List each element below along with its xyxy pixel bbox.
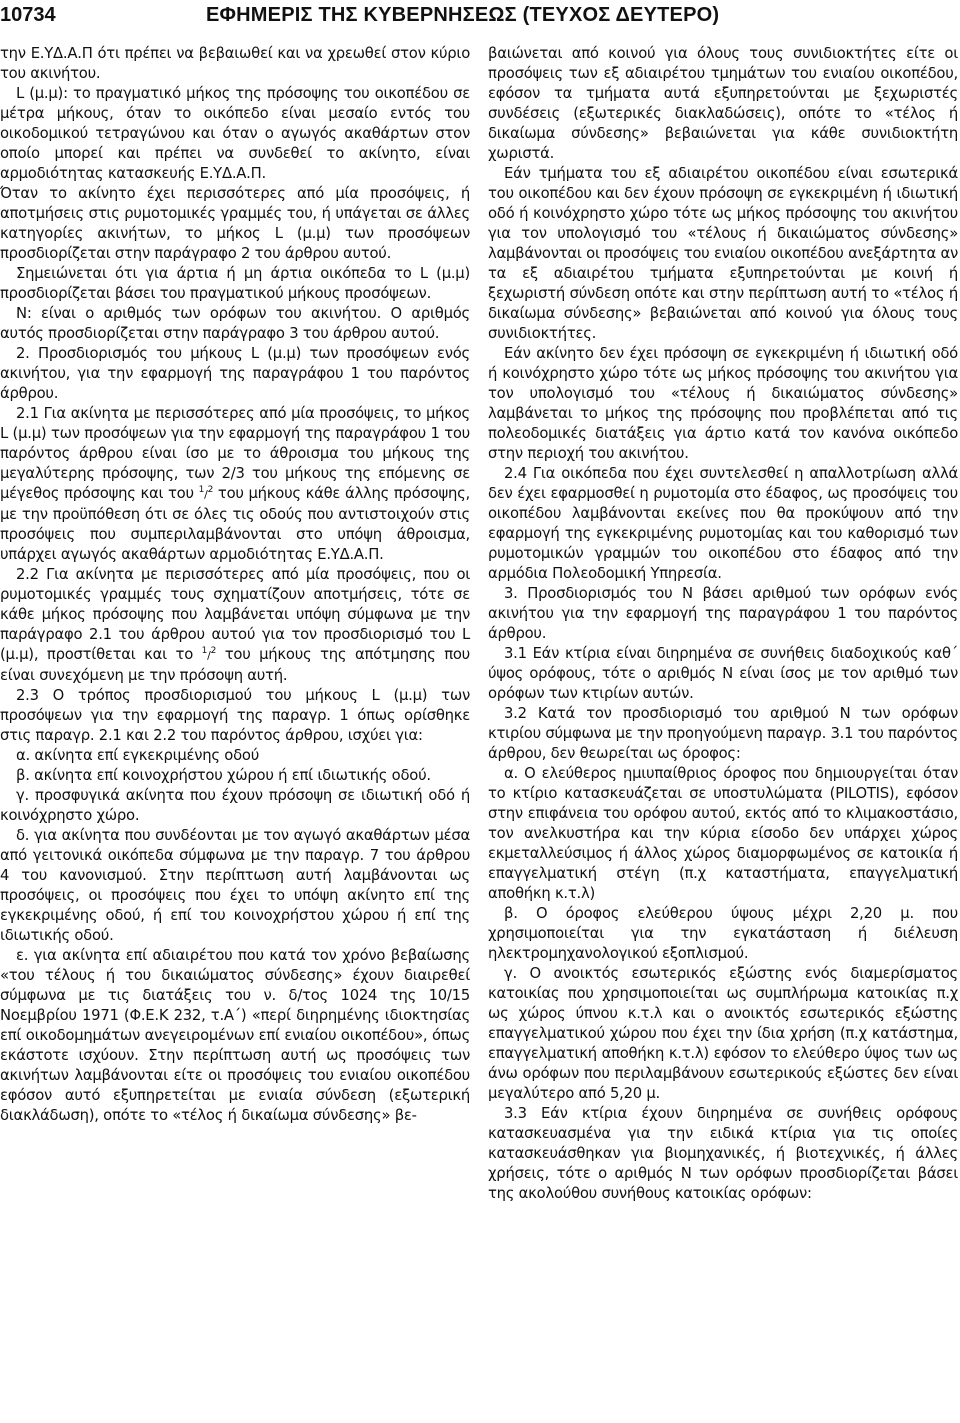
fraction-numerator: 1 xyxy=(201,646,208,657)
list-item: α. ακίνητα επί εγκεκριμένης οδού xyxy=(16,747,260,764)
list-item: β. ακίνητα επί κοινοχρήστου χώρου ή επί ιδιωτικής οδού. xyxy=(16,767,431,784)
paragraph: 2.4 Για οικόπεδα που έχει συντελεσθεί η απαλλοτρίωση αλλά δεν έχει εφαρμοσθεί η ρυμοτομία στο έδαφος, ως προσόψεις του οικοπέδου λαμβάνονται εκείνες που θα προκύψουν από την εφαρμογή της εγκεκριμένης ρυμοτομίας και του καθορισμό των ρυμοτομικών γραμμών του οικοπέδου στο έδαφος από την αρμόδια Πολεοδομική Υπηρεσία. xyxy=(488,465,958,582)
paragraph: 3.2 Κατά τον προσδιορισμό του αριθμού Ν των ορόφων κτιρίου σύμφωνα με την προηγούμενη παραγρ. 3.1 του παρόντος άρθρου, δεν θεωρείται ως όροφος: xyxy=(488,705,958,762)
paragraph xyxy=(0,565,470,686)
paragraph: 2.3 Ο τρόπος προσδιορισμού του μήκους L (μ.μ) των προσόψεων για την εφαρμογή της παραγρ. 1 όπως ορίσθηκε στις παραγρ. 2.1 και 2.2 του παρόντος άρθρου, ισχύει για: xyxy=(0,687,470,744)
paragraph-text: 2.1 Για ακίνητα με περισσότερες από μία προσόψεις, το μήκος L (μ.μ) των προσόψεων για την εφαρμογή της παραγράφου 1 του παρόντος άρθρου είναι ίσο με το άθροισμα του μήκους της μεγαλύτερης πρόσοψης, των 2/3 του μήκους της επόμενης σε μέγεθος πρόσοψης και του xyxy=(0,405,470,502)
paragraph xyxy=(0,404,470,565)
journal-title: ΕΦΗΜΕΡΙΣ ΤΗΣ ΚΥΒΕΡΝΗΣΕΩΣ (ΤΕΥΧΟΣ ΔΕΥΤΕΡΟ) xyxy=(206,4,720,26)
paragraph: Όταν το ακίνητο έχει περισσότερες από μία προσόψεις, ή αποτμήσεις στις ρυμοτομικές γραμμές του, ή υπάγεται σε άλλες κατηγορίες ακινήτων, το μήκος L (μ.μ) των προσόψεων προσδιορίζεται στην παράγραφο 2 του άρθρου αυτού. xyxy=(0,185,470,262)
right-column xyxy=(488,44,958,1204)
paragraph-text: του μήκους κάθε άλλης πρόσοψης, με την προϋπόθεση ότι σε όλες τις οδούς που αντιστοιχούν στις προσόψεις που συμπεριλαμβάνονται στο υπόψη άθροισμα, υπάρχει αγωγός ακαθάρτων αρμοδιότητας Ε.ΥΔ.Α.Π. xyxy=(0,485,470,563)
paragraph: Σημειώνεται ότι για άρτια ή μη άρτια οικόπεδα το L (μ.μ) προσδιορίζεται βάσει του πραγματικού μήκους προσόψεων. xyxy=(0,265,470,302)
list-item: ε. για ακίνητα επί αδιαιρέτου που κατά τον χρόνο βεβαίωσης «του τέλους ή του δικαιώματος σύνδεσης» έχουν διαιρεθεί σύμφωνα με τις διατάξεις του ν. δ/τος 1024 της 10/15 Νοεμβρίου 1971 (Φ.Ε.Κ 232, τ.Α΄) «περί διηρημένης ιδιοκτησίας επί οικοδομημάτων ανεγειρομένων επί ενιαίου οικοπέδου», όπως εκάστοτε ισχύουν. Στην περίπτωση αυτή ως προσόψεις των ακινήτων λαμβάνονται είτε οι προσόψεις του ενιαίου οικοπέδου εφόσον αυτό εξυπηρετείται με ενιαία σύνδεση (εξωτερική διακλάδωση), οπότε το «τέλος ή δικαίωμα σύνδεσης» βε- xyxy=(0,947,470,1124)
paragraph: 3.1 Εάν κτίρια είναι διηρημένα σε συνήθεις διαδοχικούς καθ΄ ύψος ορόφους, τότε ο αριθμός Ν είναι ίσος με τον αριθμό των ορόφων των κτιρίων αυτών. xyxy=(488,645,958,702)
fraction-denominator: 2 xyxy=(210,646,217,657)
paragraph-text: 2.2 Για ακίνητα με περισσότερες από μία προσόψεις, που οι ρυμοτομικές γραμμές τους σχηματίζουν αποτμήσεις, τότε σε κάθε μήκος πρόσοψης που λαμβάνεται υπόψη σύμφωνα με την παράγραφο 2.1 του άρθρου αυτού για τον προσδιορισμό του L (μ.μ), προστίθεται και το xyxy=(0,566,470,663)
left-column xyxy=(0,44,470,1126)
fraction-denominator: 2 xyxy=(207,485,214,496)
paragraph: βαιώνεται από κοινού για όλους τους συνιδιοκτήτες είτε οι προσόψεις των εξ αδιαιρέτου τμημάτων του ενιαίου οικοπέδου, εφόσον τα τμήματα αυτά εξυπηρετούνται με ξεχωριστές συνδέσεις (εξωτερικές διακλαδώσεις), οπότε το «τέλος ή δικαίωμα σύνδεσης» βεβαιώνεται για κάθε συνιδιοκτήτη χωριστά. xyxy=(488,45,958,162)
paragraph: Ν: είναι ο αριθμός των ορόφων του ακινήτου. Ο αριθμός αυτός προσδιορίζεται στην παράγραφο 3 του άρθρου αυτού. xyxy=(0,305,470,342)
page-header xyxy=(0,0,960,40)
fraction-slash: / xyxy=(207,649,211,662)
page-number: 10734 xyxy=(0,4,56,26)
list-item: α. Ο ελεύθερος ημιυπαίθριος όροφος που δημιουργείται όταν το κτίριο κατασκευάζεται σε υποστυλώματα (PILOTIS), εφόσον στην επιφάνεια του ορόφου αυτού, εκτός από το κλιμακοστάσιο, τον ανελκυστήρα και την κύρια είσοδο δεν υπάρχει χώρος εκμεταλλεύσιμος ή άλλος χώρος διαμορφωμένος σε κατοικία ή επαγγελματική στέγη (π.χ καταστήματα, επαγγελματική αποθήκη κ.τ.λ) xyxy=(488,765,958,902)
paragraph: L (μ.μ): το πραγματικό μήκος της πρόσοψης του οικοπέδου σε μέτρα μήκους, όταν το οικόπεδο είναι μεσαίο εντός του οικοδομικού τετραγώνου και όταν ο αγωγός ακαθάρτων στον οποίο μπορεί και πρέπει να συνδεθεί το ακίνητο, είναι αρμοδιότητας κατασκευής Ε.ΥΔ.Α.Π. xyxy=(0,85,470,182)
paragraph: 3. Προσδιορισμός του Ν βάσει αριθμού των ορόφων ενός ακινήτου για την εφαρμογή της παραγράφου 1 του παρόντος άρθρου. xyxy=(488,585,958,642)
paragraph: Εάν τμήματα του εξ αδιαιρέτου οικοπέδου είναι εσωτερικά του οικοπέδου και δεν έχουν πρόσοψη σε εγκεκριμένη ή ιδιωτική οδό ή κοινόχρηστο χώρο τότε ως μήκος πρόσοψης του ακινήτου για τον υπολογισμό του «τέλους ή δικαιώματος σύνδεσης» λαμβάνονται οι προσόψεις του ενιαίου οικοπέδου ανεξάρτητα αν τα εξ αδιαιρέτου τμήματα εξυπηρετούνται με κοινή ή ξεχωριστή σύνδεση οπότε και στην περίπτωση αυτή το «τέλος ή δικαίωμα σύνδεσης» βεβαιώνεται από κοινού για όλους τους συνιδιοκτήτες. xyxy=(488,165,958,342)
paragraph: Εάν ακίνητο δεν έχει πρόσοψη σε εγκεκριμένη ή ιδιωτική οδό ή κοινόχρηστο χώρο τότε ως μήκος πρόσοψης του ακινήτου για τον υπολογισμό του «τέλους ή δικαιώματος σύνδεσης» λαμβάνεται το μήκος της πρόσοψης που προβλέπεται από τις πολεοδομικές διατάξεις για άρτιο κατά τον κανόνα οικόπεδο στην περιοχή του ακινήτου. xyxy=(488,345,958,462)
fraction-numerator: 1 xyxy=(198,485,205,496)
list-item: γ. Ο ανοικτός εσωτερικός εξώστης ενός διαμερίσματος κατοικίας που χρησιμοποιείται ως συμπλήρωμα κατοικίας π.χ ως χώρος ύπνου κ.τ.λ και ο ανοικτός εσωτερικός εξώστης επαγγελματικού χώρου που έχει την ίδια χρήση (π.χ κατάστημα, επαγγελματική αποθήκη κ.τ.λ) εφόσον το ελεύθερο ύψος των ως άνω ορόφων που περιλαμβάνουν εσωτερικούς εξώστες δεν είναι μεγαλύτερο από 5,20 μ. xyxy=(488,965,958,1102)
list-item: γ. προσφυγικά ακίνητα που έχουν πρόσοψη σε ιδιωτική οδό ή κοινόχρηστο χώρο. xyxy=(0,787,470,824)
list-item: δ. για ακίνητα που συνδέονται με τον αγωγό ακαθάρτων μέσα από γειτονικά οικόπεδα σύμφωνα με την παραγρ. 7 του άρθρου 4 του κανονισμού. Στην περίπτωση αυτή λαμβάνονται ως προσόψεις, οι προσόψεις που έχει το υπόψη ακίνητο επί της εγκεκριμένης οδού, ή επί του κοινοχρήστου χώρου ή επί της ιδιωτικής οδού. xyxy=(0,827,470,944)
fraction-slash: / xyxy=(204,488,208,501)
paragraph: 2. Προσδιορισμός του μήκους L (μ.μ) των προσόψεων ενός ακινήτου, για την εφαρμογή της παραγράφου 1 του παρόντος άρθρου. xyxy=(0,345,470,402)
paragraph: την Ε.ΥΔ.Α.Π ότι πρέπει να βεβαιωθεί και να χρεωθεί στον κύριο του ακινήτου. xyxy=(0,45,470,82)
list-item: β. Ο όροφος ελεύθερου ύψους μέχρι 2,20 μ. που χρησιμοποιείται για την εγκατάσταση ή διέλευση ηλεκτρομηχανολογικού εξοπλισμού. xyxy=(488,905,958,962)
paragraph-text: του μήκους της απότμησης που είναι συνεχόμενη με την πρόσοψη αυτή. xyxy=(0,646,470,684)
paragraph: 3.3 Εάν κτίρια έχουν διηρημένα σε συνήθεις ορόφους κατασκευασμένα για την ειδικά κτίρια για τις οποίες κατασκευάσθηκαν για βιομηχανικές, ή βιοτεχνικές, ή άλλες χρήσεις, τότε ο αριθμός Ν των ορόφων προσδιορίζεται βάσει της ακολούθου συνήθους κατοικίας ορόφων: xyxy=(488,1105,958,1202)
